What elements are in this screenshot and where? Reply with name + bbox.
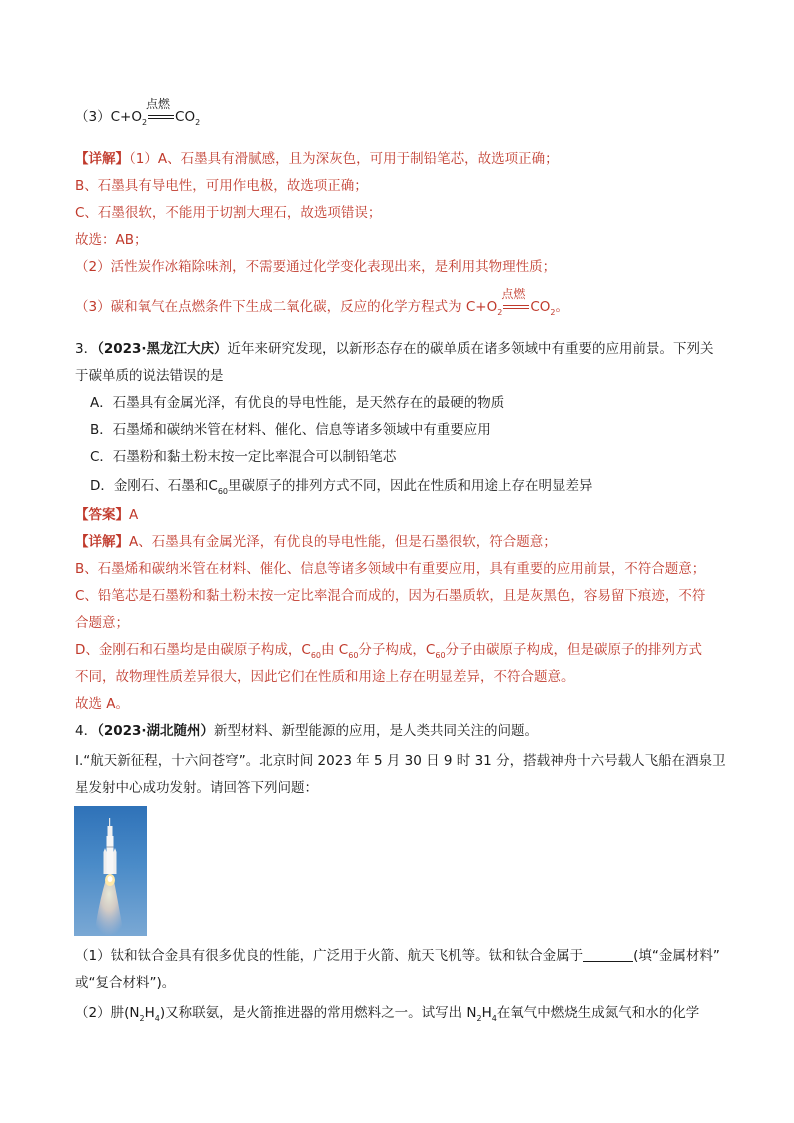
equation-line-top: $(3)C+O_2$ 点燃 $CO_2$: [75, 97, 201, 127]
rocket-illustration: [74, 806, 147, 936]
q3-explain-a: 【详解】A、石墨具有金属光泽，有优良的导电性能，但是石墨很软，符合题意；: [75, 534, 557, 550]
explain-line-6: （3）碳和氧气在点燃条件下生成二氧化碳，反应的化学方程式为 $C+O_2$ 点燃 $CO_2$。: [75, 287, 569, 317]
explain-line-2: B、石墨具有导电性，可用作电极，故选项正确；: [75, 178, 368, 194]
q3-stem-line-1: 3．（2023·黑龙江大庆）近年来研究发现，以新形态存在的碳单质在诸多领域中有重要的应用前景。下列关: [75, 341, 714, 357]
reaction-condition-arrow-2: 点燃: [503, 300, 529, 314]
q4-sub1-line-2: 或“复合材料”)。: [75, 975, 176, 991]
explain-line-3: C、石墨很软，不能用于切割大理石，故选项错误；: [75, 205, 382, 221]
explain-line-5: （2）活性炭作冰箱除味剂，不需要通过化学变化表现出来，是利用其物理性质；: [75, 259, 557, 275]
q4-sub2-line: （2）肼$(N_2H_4)$又称联氨，是火箭推进器的常用燃料之一。试写出 $N_2H_4$在氧气中燃烧生成氮气和水的化学: [75, 1005, 700, 1023]
rocket-launch-image: [74, 806, 147, 936]
q3-option-d: D．金刚石、石墨和$C_{60}$里碳原子的排列方式不同，因此在性质和用途上存在明显差异: [90, 478, 593, 496]
q3-explain-d2: 不同，故物理性质差异很大，因此它们在性质和用途上存在明显差异，不符合题意。: [75, 669, 575, 685]
explain-line-1: 【详解】（1）A、石墨具有滑腻感，且为深灰色，可用于制铅笔芯，故选项正确；: [75, 151, 559, 167]
q4-sub1-line-1: （1）钛和钛合金具有很多优良的性能，广泛用于火箭、航天飞机等。钛和钛合金属于 (填“金属材料”: [75, 948, 720, 964]
explain-line-4: 故选：AB；: [75, 232, 148, 248]
q3-option-c: C．石墨粉和黏土粉末按一定比率混合可以制铅笔芯: [90, 449, 397, 465]
q3-explain-b: B、石墨烯和碳纳米管在材料、催化、信息等诸多领域中有重要应用，具有重要的应用前景，不符合题意；: [75, 561, 706, 577]
q3-conclusion: 故选 A。: [75, 696, 130, 712]
q4-stem: 4．（2023·湖北随州）新型材料、新型能源的应用，是人类共同关注的问题。: [75, 723, 539, 739]
q3-option-b: B．石墨烯和碳纳米管在材料、催化、信息等诸多领域中有重要应用: [90, 422, 491, 438]
reaction-condition-arrow: 点燃: [148, 110, 174, 124]
q3-option-a: A．石墨具有金属光泽，有优良的导电性能，是天然存在的最硬的物质: [90, 395, 505, 411]
answer-blank[interactable]: [583, 961, 633, 962]
q4-part1-line-2: 星发射中心成功发射。请回答下列问题：: [75, 780, 318, 796]
q3-explain-c1: C、铅笔芯是石墨粉和黏土粉末按一定比率混合而成的，因为石墨质软，且是灰黑色，容易留下痕迹，不符: [75, 588, 706, 604]
q3-explain-d1: D、金刚石和石墨均是由碳原子构成，$C_{60}$由 $C_{60}$分子构成，$C_{60}$分子由碳原子构成，但是碳原子的排列方式: [75, 642, 703, 660]
q3-answer: 【答案】A: [75, 507, 139, 523]
q4-part1-line-1: Ⅰ.“航天新征程，十六问苍穹”。北京时间 2023 年 5 月 30 日 9 时 31 分，搭载神舟十六号载人飞船在酒泉卫: [75, 753, 726, 769]
q3-stem-line-2: 于碳单质的说法错误的是: [75, 368, 224, 384]
q3-explain-c2: 合题意；: [75, 615, 129, 631]
